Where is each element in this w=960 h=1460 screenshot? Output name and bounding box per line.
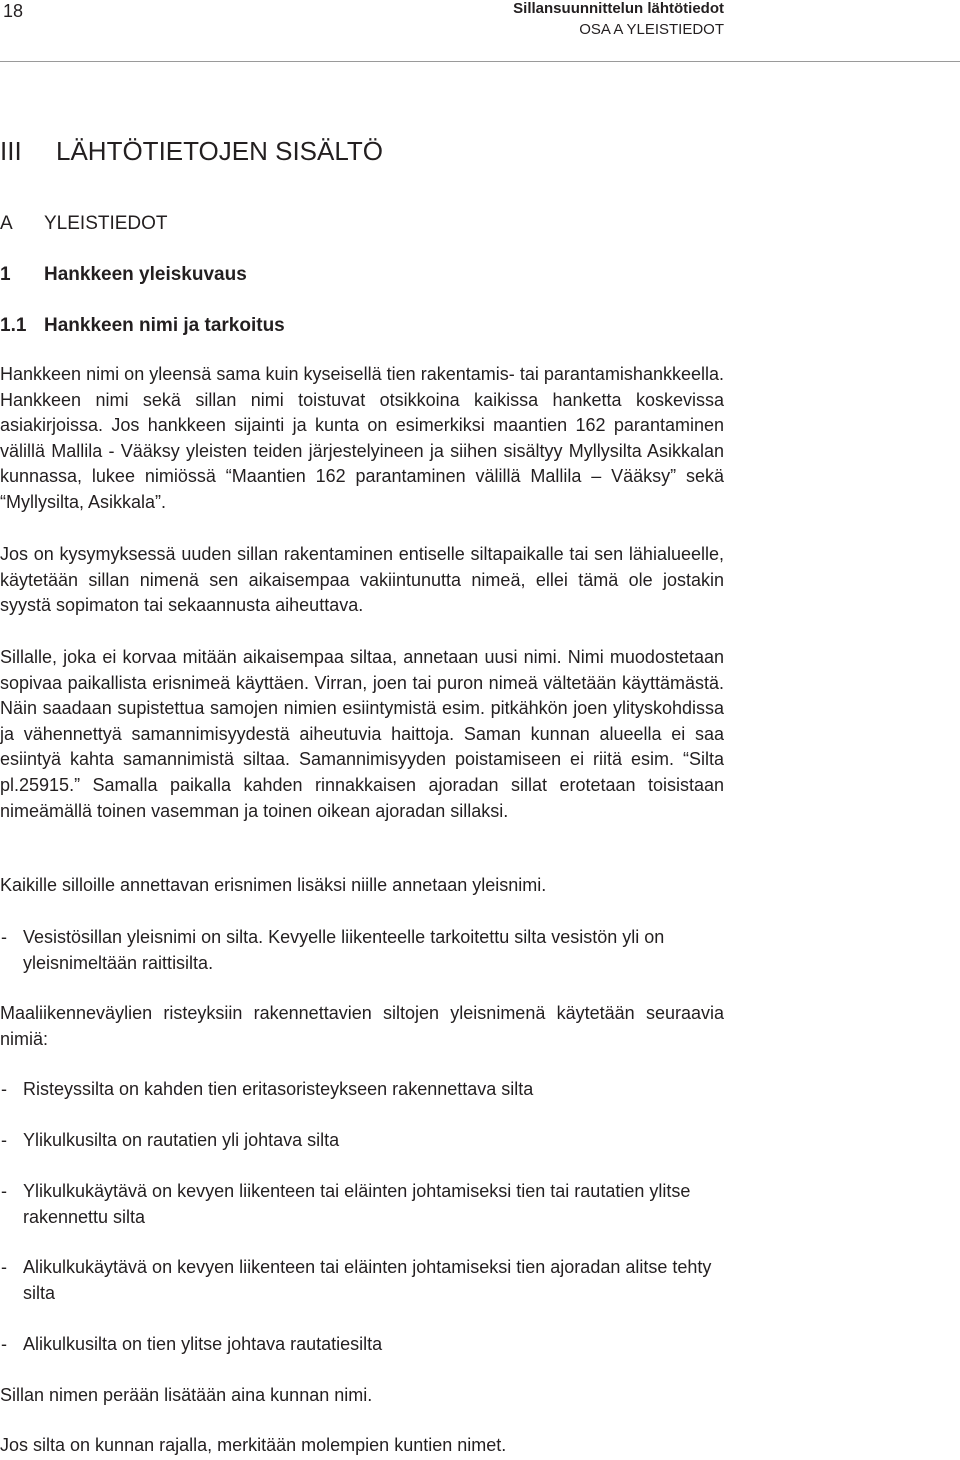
chapter-title: LÄHTÖTIETOJEN SISÄLTÖ [56, 136, 383, 166]
list-bullet: - [1, 1334, 7, 1354]
paragraph-municipal-border: Jos silta on kunnan rajalla, merkitään molempien kuntien nimet. [0, 1435, 507, 1455]
list-item-text: Alikulkusilta on tien ylitse johtava rautatiesilta [23, 1334, 383, 1354]
list-item [0, 1128, 724, 1154]
list-item-text: Risteyssilta on kahden tien eritasoristeykseen rakennettava silta [23, 1079, 534, 1099]
list-item [0, 1077, 724, 1103]
header-rule [0, 61, 960, 62]
part-title: YLEISTIEDOT [44, 213, 168, 234]
list-bullet: - [1, 1181, 7, 1201]
page-number: 18 [3, 1, 24, 21]
subsection-title: Hankkeen nimi ja tarkoitus [44, 315, 285, 336]
paragraph-municipality-name: Sillan nimen perään lisätään aina kunnan nimi. [0, 1385, 373, 1405]
paragraph-new-bridge-name: Sillalle, joka ei korvaa mitään aikaisempaa siltaa, annetaan uusi nimi. Nimi muodostetaan sopivaa paikallista erisnimeä käyttäen. Virran, joen tai puron nimeä vältetään käyttämästä. Näin saadaan supistettua samojen nimien esiintymistä esim. pitkähkön joen ylityskohdissa ja vähennettyä samannimisyydestä aiheutuvia haittoja. Saman kunnan alueella ei saa esiintyä kahta samannimistä siltaa. Samannimisyyden poistamiseen ei riitä esim. “Silta pl.25915.” Samalla paikalla kahden rinnakkaisen ajoradan sillat erotetaan toisistaan nimeämällä toinen vasemman ja toinen oikean ajoradan sillaksi. [0, 647, 724, 821]
running-header-subtitle: OSA A YLEISTIEDOT [579, 21, 724, 38]
paragraph-crossing-names: Maaliikenneväylien risteyksiin rakennettavien siltojen yleisnimenä käytetään seuraavia nimiä: [0, 1003, 724, 1049]
part-letter: A [0, 213, 13, 234]
list-item-text: Alikulkukäytävä on kevyen liikenteen tai eläinten johtamiseksi tien ajoradan alitse tehty silta [23, 1257, 712, 1303]
running-header-title: Sillansuunnittelun lähtötiedot [513, 0, 724, 17]
paragraph-general-name: Kaikille silloille annettavan erisnimen lisäksi niille annetaan yleisnimi. [0, 875, 547, 895]
subsection-number: 1.1 [0, 315, 27, 336]
list-bullet: - [1, 1130, 7, 1150]
list-item [0, 1179, 724, 1230]
list-item [0, 1332, 724, 1358]
list-item [0, 925, 724, 976]
list-bullet: - [1, 927, 7, 947]
list-bullet: - [1, 1257, 7, 1277]
list-bullet: - [1, 1079, 7, 1099]
section-title: Hankkeen yleiskuvaus [44, 264, 247, 285]
list-item-text: Ylikulkukäytävä on kevyen liikenteen tai eläinten johtamiseksi tien tai rautatien ylitse rakennettu silta [23, 1181, 691, 1227]
section-number: 1 [0, 264, 11, 285]
list-item [0, 1255, 724, 1306]
chapter-number: III [0, 136, 22, 166]
paragraph-existing-bridge-name: Jos on kysymyksessä uuden sillan rakentaminen entiselle siltapaikalle tai sen lähialueelle, käytetään sillan nimenä sen aikaisempaa vakiintunutta nimeä, ellei tämä ole jostakin syystä sopimaton tai sekaannusta aiheuttava. [0, 544, 724, 616]
paragraph-project-name: Hankkeen nimi on yleensä sama kuin kyseisellä tien rakentamis- tai parantamishankkeella. Hankkeen nimi sekä sillan nimi toistuvat otsikkoina kaikissa hanketta koskevissa asiakirjoissa. Jos hankkeen sijainti ja kunta on esimerkiksi maantien 162 parantaminen välillä Mallila - Vääksy yleisten teiden järjestelyineen ja siihen sisältyy Myllysilta Asikkalan kunnassa, lukee nimiössä “Maantien 162 parantaminen välillä Mallila – Vääksy” sekä “Myllysilta, Asikkala”. [0, 364, 724, 512]
list-item-text: Vesistösillan yleisnimi on silta. Kevyelle liikenteelle tarkoitettu silta vesistön yli on yleisnimeltään raittisilta. [23, 927, 665, 973]
list-item-text: Ylikulkusilta on rautatien yli johtava silta [23, 1130, 340, 1150]
